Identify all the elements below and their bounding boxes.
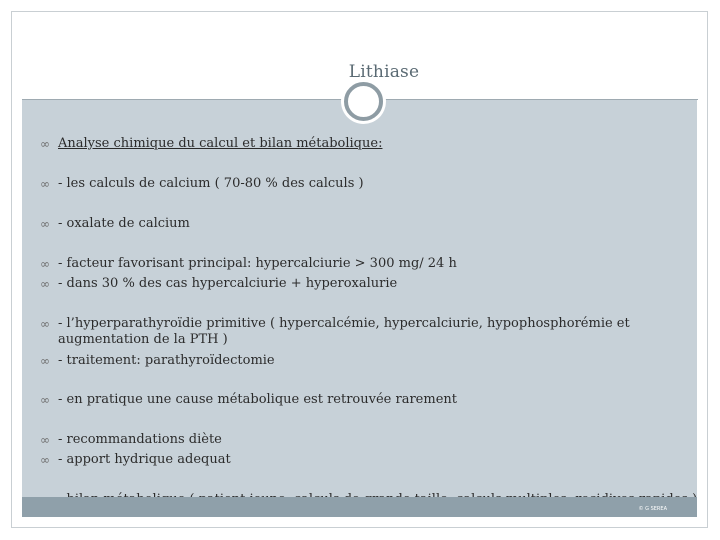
content-area bbox=[22, 100, 697, 517]
bullet-text: - traitement: parathyroïdectomie bbox=[58, 353, 275, 368]
title-divider-left bbox=[22, 99, 344, 100]
bullet-icon: ∞ bbox=[40, 453, 50, 467]
bullet-text: - oxalate de calcium bbox=[58, 216, 190, 231]
bullet-item bbox=[40, 392, 668, 408]
bullet-item bbox=[40, 276, 668, 292]
footer-credit: © G SEREA bbox=[638, 506, 667, 512]
bullet-text: - l’hyperparathyroïdie primitive ( hypercalcémie, hypercalciurie, hypophosphorémie et augmentation de la PTH ) bbox=[58, 316, 630, 347]
footer-bar bbox=[22, 497, 697, 517]
slide-title: Lithiase bbox=[348, 62, 420, 82]
bullet-item bbox=[40, 256, 668, 272]
bullet-text: - facteur favorisant principal: hypercalciurie > 300 mg/ 24 h bbox=[58, 256, 457, 271]
bullet-icon: ∞ bbox=[40, 137, 50, 151]
bullet-item bbox=[40, 432, 668, 448]
bullet-text: - apport hydrique adequat bbox=[58, 452, 231, 467]
bullet-item bbox=[40, 316, 668, 348]
bullet-icon: ∞ bbox=[40, 317, 50, 331]
bullet-item bbox=[40, 176, 668, 192]
bullet-text: - recommandations diète bbox=[58, 432, 222, 447]
bullet-item bbox=[40, 136, 668, 152]
circle-ornament-icon bbox=[344, 82, 383, 121]
bullet-text: Analyse chimique du calcul et bilan métabolique: bbox=[58, 136, 383, 151]
slide bbox=[11, 11, 708, 528]
bullet-item bbox=[40, 353, 668, 369]
bullet-icon: ∞ bbox=[40, 354, 50, 368]
bullet-text: - dans 30 % des cas hypercalciurie + hyperoxalurie bbox=[58, 276, 398, 291]
bullet-item bbox=[40, 216, 668, 232]
bullet-icon: ∞ bbox=[40, 433, 50, 447]
title-divider-right bbox=[383, 99, 698, 100]
bullet-icon: ∞ bbox=[40, 177, 50, 191]
bullet-icon: ∞ bbox=[40, 257, 50, 271]
bullet-text: - les calculs de calcium ( 70-80 % des calculs ) bbox=[58, 176, 364, 191]
bullet-item bbox=[40, 452, 668, 468]
bullet-icon: ∞ bbox=[40, 217, 50, 231]
bullet-text: - en pratique une cause métabolique est retrouvée rarement bbox=[58, 392, 457, 407]
bullet-icon: ∞ bbox=[40, 277, 50, 291]
bullet-icon: ∞ bbox=[40, 393, 50, 407]
